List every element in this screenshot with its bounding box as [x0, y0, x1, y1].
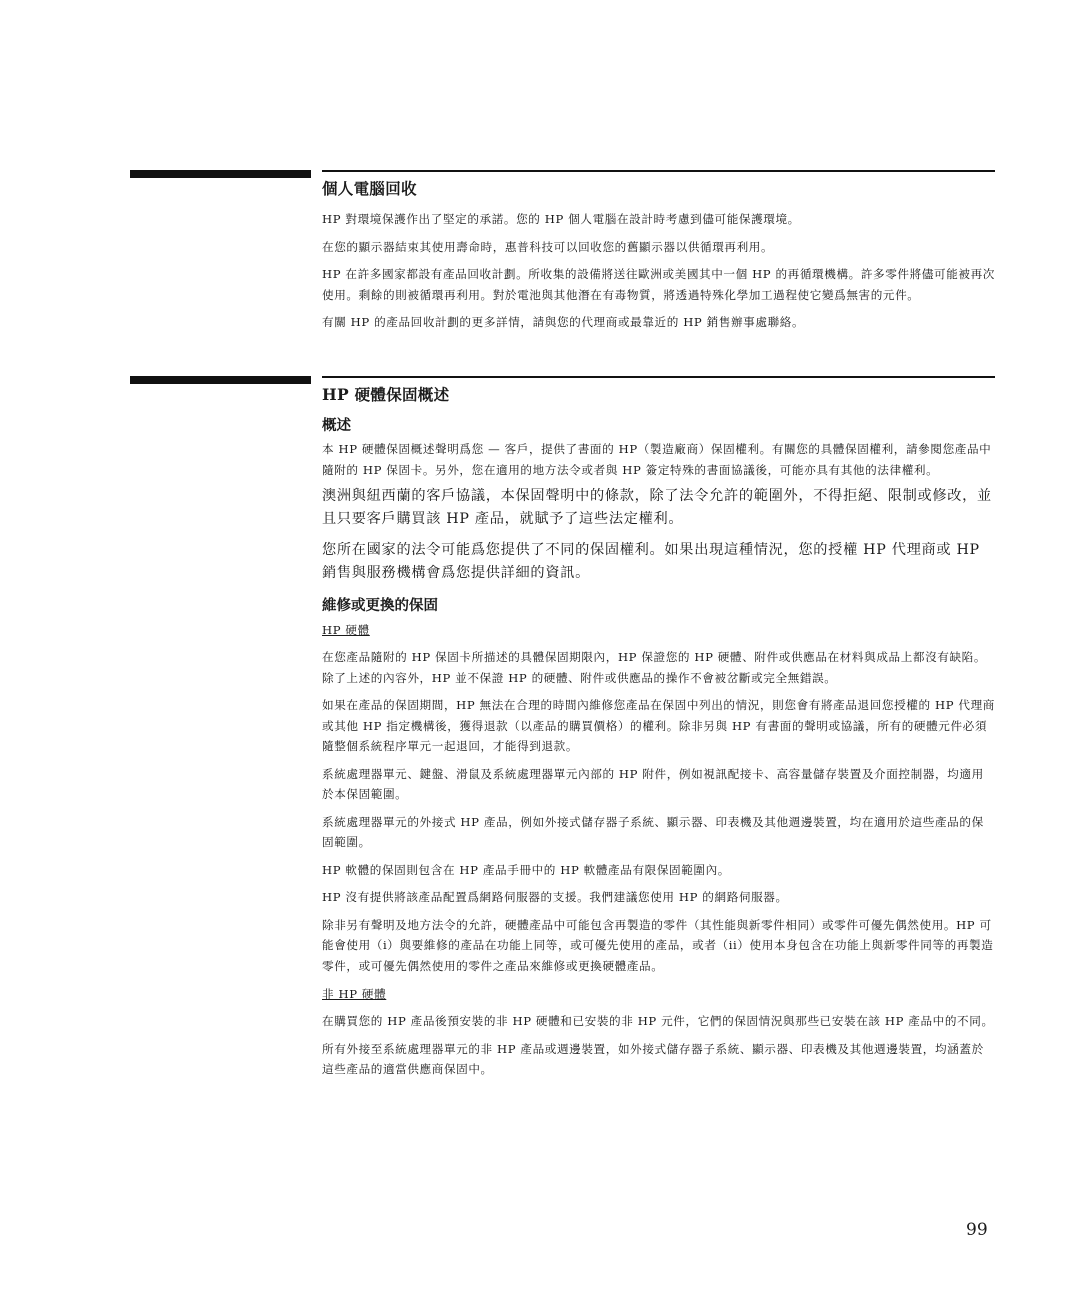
paragraph: 在購買您的 HP 產品後預安裝的非 HP 硬體和已安裝的非 HP 元件，它們的保固情況與那些已安裝在該 HP 產品中的不同。: [322, 1014, 994, 1028]
paragraph: 如果在產品的保固期間，HP 無法在合理的時間內維修您產品在保固中列出的情況，則您會有將產品退回您授權的 HP 代理商或其他 HP 指定機構後，獲得退款（以產品的購買價格）的權利。除非另與 HP 有書面的聲明或協議，所有的硬體元件必須隨整個系統程序單元一起退回，才能得到退款。: [322, 698, 995, 753]
subsection-heading: 維修或更換的保固: [322, 597, 438, 614]
paragraph: 澳洲與紐西蘭的客戶協議，本保固聲明中的條款，除了法令允許的範圍外，不得拒絕、限制或修改，並且只要客戶購買該 HP 產品，就賦予了這些法定權利。: [322, 488, 992, 527]
paragraph: 有關 HP 的產品回收計劃的更多詳情，請與您的代理商或最靠近的 HP 銷售辦事處聯絡。: [322, 315, 805, 329]
paragraph: 系統處理器單元、鍵盤、滑鼠及系統處理器單元內部的 HP 附件，例如視訊配接卡、高容量儲存裝置及介面控制器，均適用於本保固範圍。: [322, 766, 984, 801]
paragraph: HP 軟體的保固則包含在 HP 產品手冊中的 HP 軟體產品有限保固範圍內。: [322, 862, 730, 877]
section-title: 個人電腦回收: [322, 179, 417, 198]
paragraph: HP 對環境保護作出了堅定的承諾。您的 HP 個人電腦在設計時考慮到儘可能保護環境。: [322, 212, 800, 226]
sub-label-non-hp-hardware: 非 HP 硬體: [322, 987, 387, 1001]
section-marker-bar: [130, 376, 311, 384]
paragraph: HP 在許多國家都設有產品回收計劃。所收集的設備將送往歐洲或美國其中一個 HP 的再循環機構。許多零件將儘可能被再次使用。剩餘的則被循環再利用。對於電池與其他潛在有毒物質，將透過特殊化學加工過程使它變爲無害的元件。: [322, 267, 995, 302]
paragraph: 本 HP 硬體保固概述聲明爲您 — 客戶，提供了書面的 HP（製造廠商）保固權利。有關您的具體保固權利，請參閱您產品中隨附的 HP 保固卡。另外，您在適用的地方法令或者與 HP 簽定特殊的書面協議後，可能亦具有其他的法律權利。: [322, 442, 992, 477]
paragraph: 在您的顯示器結束其使用壽命時，惠普科技可以回收您的舊顯示器以供循環再利用。: [322, 239, 774, 254]
page-number: 99: [966, 1220, 988, 1240]
sub-label-hp-hardware: HP 硬體: [322, 623, 370, 637]
paragraph: HP 沒有提供將該產品配置爲網路伺服器的支援。我們建議您使用 HP 的網路伺服器。: [322, 890, 788, 904]
paragraph: 所有外接至系統處理器單元的非 HP 產品或週邊裝置，如外接式儲存器子系統、顯示器、印表機及其他週邊裝置，均涵蓋於這些產品的適當供應商保固中。: [322, 1041, 984, 1076]
section-rule: [322, 170, 995, 172]
section-recycling: [322, 178, 995, 333]
section-title: HP 硬體保固概述: [322, 385, 450, 404]
paragraph: 除非另有聲明及地方法令的允許，硬體產品中可能包含再製造的零件（其性能與新零件相同）或零件可優先偶然使用。HP 可能會使用（i）與要維修的產品在功能上同等，或可優先使用的產品，或者（ii）使用本身包含在功能上與新零件同等的再製造零件，或可優先偶然使用的零件之產品來維修或更換硬體產品。: [322, 917, 994, 973]
paragraph: 在您產品隨附的 HP 保固卡所描述的具體保固期限內，HP 保證您的 HP 硬體、附件或供應品在材料與成品上都沒有缺陷。除了上述的內容外，HP 並不保證 HP 的硬體、附件或供應品的操作不會被岔斷或完全無錯誤。: [322, 650, 987, 685]
section-warranty: [322, 384, 995, 1080]
section-rule: [322, 376, 995, 378]
section-marker-bar: [130, 170, 311, 178]
paragraph: 系統處理器單元的外接式 HP 產品，例如外接式儲存器子系統、顯示器、印表機及其他週邊裝置，均在適用於這些產品的保固範圍。: [322, 814, 984, 849]
subsection-heading: 概述: [322, 417, 351, 434]
paragraph: 您所在國家的法令可能爲您提供了不同的保固權利。如果出現這種情況，您的授權 HP 代理商或 HP 銷售與服務機構會爲您提供詳細的資訊。: [322, 542, 980, 581]
